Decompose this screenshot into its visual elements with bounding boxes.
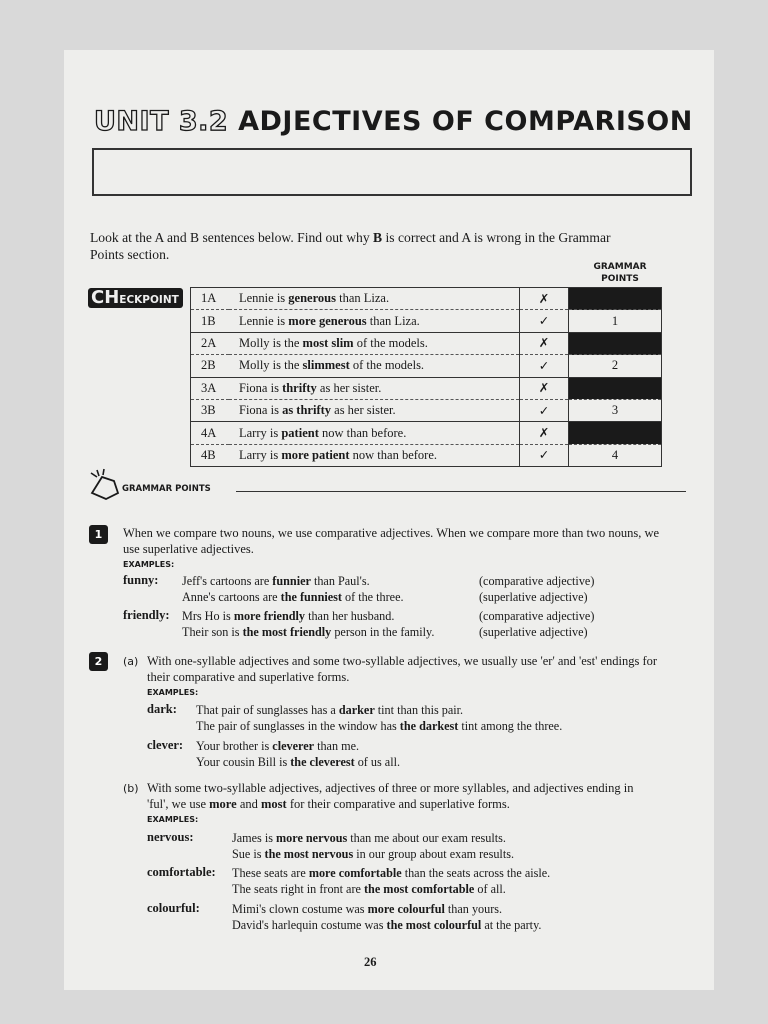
example-sentence: Your cousin Bill is the cleverest of us all. (196, 755, 401, 769)
unit-title: ADJECTIVES OF COMPARISON (238, 106, 693, 137)
grammar-point-2-number: 2 (89, 652, 108, 671)
shaded-cell (569, 422, 662, 444)
example-type: (comparative adjective) (479, 609, 595, 623)
example-sentence: Anne's cartoons are the funniest of the three. (182, 590, 404, 604)
example-sentence: The pair of sunglasses in the window has the darkest tint among the three. (196, 719, 563, 733)
example-sentence: Jeff's cartoons are funnier than Paul's. (182, 574, 370, 588)
intro-text: Look at the A and B sentences below. Find out why B is correct and A is wrong in the Grammar Points section. (90, 230, 611, 262)
grammar-point-1-text: When we compare two nouns, we use comparative adjectives. When we compare more than two nouns, we use superlative adjectives. (123, 526, 660, 556)
example-sentence: Mimi's clown costume was more colourful than yours. (232, 902, 503, 916)
check-mark: ✓ (520, 355, 569, 377)
example-sentence: Their son is the most friendly person in the family. (182, 625, 435, 639)
example-word: colourful: (147, 901, 200, 915)
divider (236, 491, 686, 492)
examples-label: EXAMPLES: (123, 560, 175, 569)
example-sentence: The seats right in front are the most comfortable of all. (232, 882, 506, 896)
table-row: 2B Molly is the slimmest of the models. ✓ 2 (191, 355, 662, 377)
grammar-point-ref: 3 (569, 399, 662, 421)
grammar-points-column-label: GRAMMAR POINTS (593, 262, 647, 284)
grammar-point-ref: 1 (569, 310, 662, 332)
example-sentence: Mrs Ho is more friendly than her husband. (182, 609, 395, 623)
example-sentence: David's harlequin costume was the most colourful at the party. (232, 918, 542, 932)
shaded-cell (569, 332, 662, 354)
cross-mark: ✗ (520, 377, 569, 399)
subpoint-b-text: With some two-syllable adjectives, adjectives of three or more syllables, and adjectives ending in 'ful', we use more and most for their comparative and superlative forms. (147, 781, 634, 811)
table-row: 1A Lennie is generous than Liza. ✗ (191, 288, 662, 310)
subpoint-a-text: With one-syllable adjectives and some two-syllable adjectives, we usually use 'er' and 'est' endings for their comparative and superlative forms. (147, 654, 658, 684)
example-sentence: That pair of sunglasses has a darker tint than this pair. (196, 703, 464, 717)
grammar-point-ref: 2 (569, 355, 662, 377)
page-number: 26 (364, 955, 377, 969)
subpoint-b-label: (b) (123, 782, 139, 795)
grammar-point-ref: 4 (569, 444, 662, 466)
example-sentence: Sue is the most nervous in our group about exam results. (232, 847, 514, 861)
check-mark: ✓ (520, 310, 569, 332)
unit-number: UNIT 3.2 (94, 106, 229, 137)
table-row: 2A Molly is the most slim of the models. ✗ (191, 332, 662, 354)
table-row: 3B Fiona is as thrifty as her sister. ✓ 3 (191, 399, 662, 421)
check-mark: ✓ (520, 444, 569, 466)
examples-label: EXAMPLES: (147, 688, 199, 697)
hand-pointer-icon (88, 467, 124, 503)
table-row: 4B Larry is more patient now than before. ✓ 4 (191, 444, 662, 466)
check-mark: ✓ (520, 399, 569, 421)
page-title (94, 106, 693, 137)
example-type: (superlative adjective) (479, 590, 588, 604)
checkpoint-badge: CHECKPOINT (88, 288, 183, 308)
example-word: dark: (147, 702, 177, 716)
table-row: 3A Fiona is thrifty as her sister. ✗ (191, 377, 662, 399)
grammar-point-1-number: 1 (89, 525, 108, 544)
grammar-points-label: GRAMMAR POINTS (122, 484, 211, 494)
cross-mark: ✗ (520, 288, 569, 310)
subpoint-a-label: (a) (123, 655, 139, 668)
example-sentence: James is more nervous than me about our exam results. (232, 831, 506, 845)
examples-label: EXAMPLES: (147, 815, 199, 824)
example-word: funny: (123, 573, 159, 587)
checkpoint-table (190, 287, 662, 467)
table-row: 4A Larry is patient now than before. ✗ (191, 422, 662, 444)
example-sentence: These seats are more comfortable than the seats across the aisle. (232, 866, 551, 880)
title-underbox (92, 148, 692, 196)
example-word: comfortable: (147, 865, 216, 879)
cross-mark: ✗ (520, 332, 569, 354)
example-type: (superlative adjective) (479, 625, 588, 639)
shaded-cell (569, 377, 662, 399)
table-row: 1B Lennie is more generous than Liza. ✓ 1 (191, 310, 662, 332)
shaded-cell (569, 288, 662, 310)
example-word: friendly: (123, 608, 170, 622)
example-word: nervous: (147, 830, 194, 844)
cross-mark: ✗ (520, 422, 569, 444)
textbook-page (64, 50, 714, 990)
example-sentence: Your brother is cleverer than me. (196, 739, 360, 753)
example-type: (comparative adjective) (479, 574, 595, 588)
example-word: clever: (147, 738, 184, 752)
